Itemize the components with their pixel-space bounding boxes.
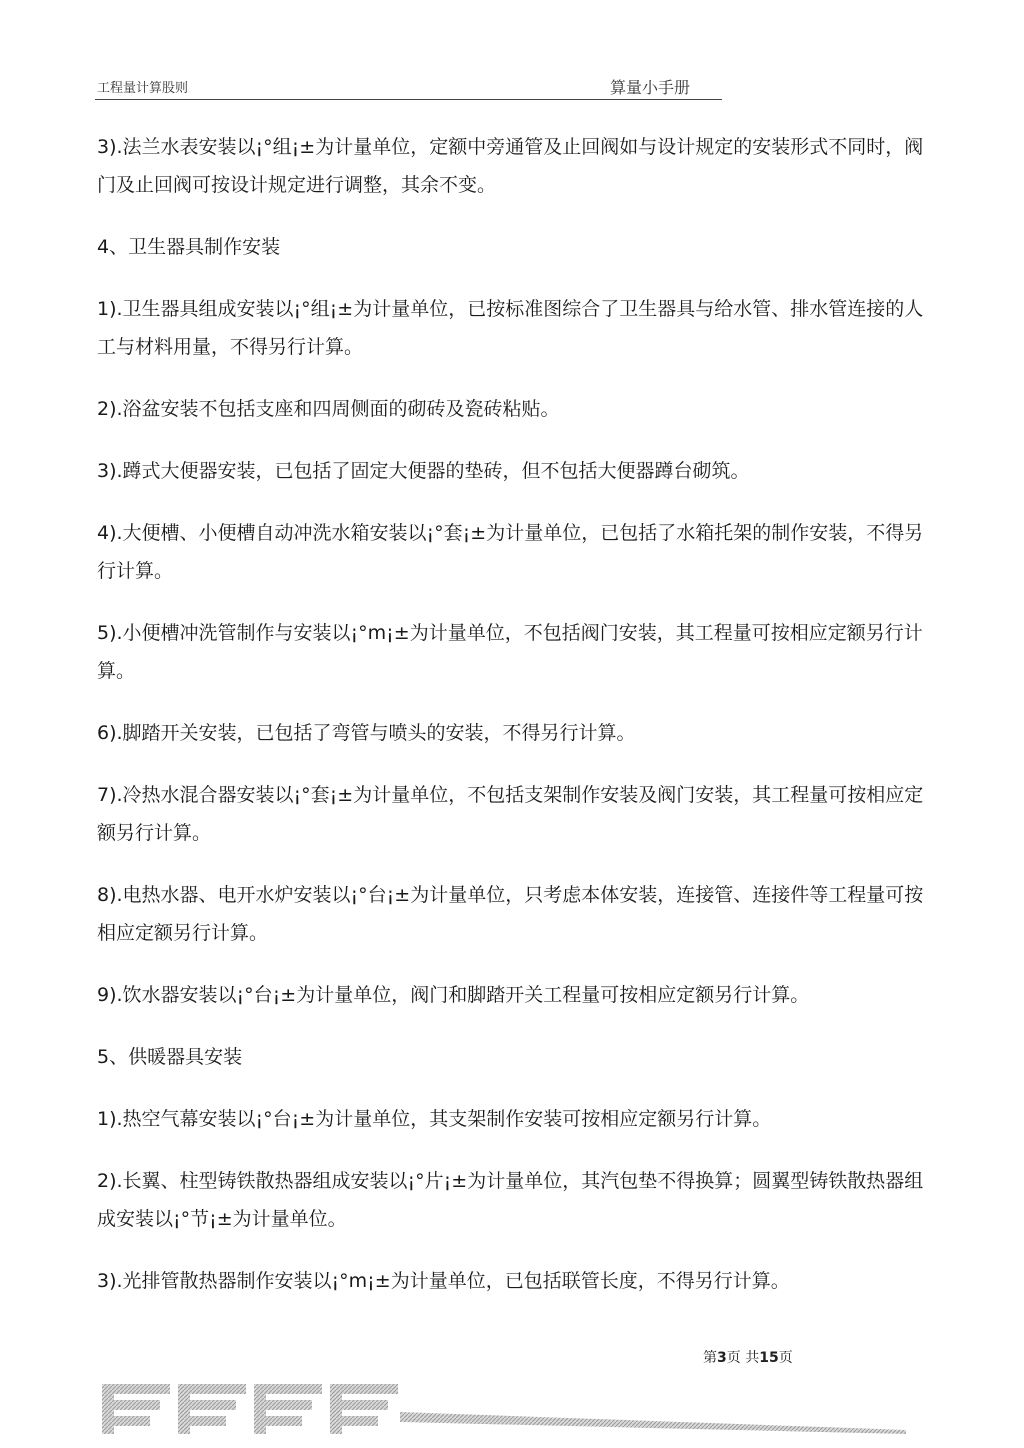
header-right-title: 算量小手册 — [610, 78, 691, 97]
logo-letter-4 — [330, 1384, 398, 1434]
section-heading: 5、供暖器具安装 — [97, 1046, 243, 1068]
page-total: 15 — [759, 1350, 779, 1366]
document-body — [97, 128, 927, 1324]
logo-swoosh — [400, 1412, 906, 1434]
body-paragraph: 3).光排管散热器制作安装以¡°m¡±为计量单位，已包括联管长度，不得另行计算。 — [97, 1270, 790, 1292]
header-left-title: 工程量计算股则 — [97, 81, 189, 96]
page-mid: 页 共 — [726, 1350, 760, 1366]
body-paragraph: 6).脚踏开关安装，已包括了弯管与喷头的安装，不得另行计算。 — [97, 722, 636, 744]
body-paragraph: 4).大便槽、小便槽自动冲洗水箱安装以¡°套¡±为计量单位，已包括了水箱托架的制作安装，不得另行计算。 — [97, 522, 924, 582]
body-paragraph: 2).长翼、柱型铸铁散热器组成安装以¡°片¡±为计量单位，其汽包垫不得换算；圆翼型铸铁散热器组成安装以¡°节¡±为计量单位。 — [97, 1170, 924, 1230]
logo-letter-2 — [178, 1384, 246, 1434]
logo-letter-1 — [102, 1384, 170, 1434]
page-prefix: 第 — [703, 1350, 717, 1366]
page-number — [703, 1347, 793, 1367]
page-suffix: 页 — [778, 1350, 793, 1366]
header-rule — [95, 99, 722, 100]
section-heading: 4、卫生器具制作安装 — [97, 236, 281, 258]
body-paragraph: 3).蹲式大便器安装，已包括了固定大便器的垫砖，但不包括大便器蹲台砌筑。 — [97, 460, 750, 482]
logo-letter-3 — [254, 1384, 322, 1434]
body-paragraph: 5).小便槽冲洗管制作与安装以¡°m¡±为计量单位，不包括阀门安装，其工程量可按相应定额另行计算。 — [97, 622, 923, 682]
body-paragraph: 9).饮水器安装以¡°台¡±为计量单位，阀门和脚踏开关工程量可按相应定额另行计算。 — [97, 984, 810, 1006]
footer-logo — [100, 1378, 910, 1438]
body-paragraph: 1).卫生器具组成安装以¡°组¡±为计量单位，已按标准图综合了卫生器具与给水管、排水管连接的人工与材料用量，不得另行计算。 — [97, 298, 924, 358]
page-current: 3 — [717, 1350, 727, 1366]
body-paragraph: 3).法兰水表安装以¡°组¡±为计量单位，定额中旁通管及止回阀如与设计规定的安装形式不同时，阀门及止回阀可按设计规定进行调整，其余不变。 — [97, 136, 924, 196]
body-paragraph: 7).冷热水混合器安装以¡°套¡±为计量单位，不包括支架制作安装及阀门安装，其工程量可按相应定额另行计算。 — [97, 784, 924, 844]
body-paragraph: 2).浴盆安装不包括支座和四周侧面的砌砖及瓷砖粘贴。 — [97, 398, 560, 420]
body-paragraph: 1).热空气幕安装以¡°台¡±为计量单位，其支架制作安装可按相应定额另行计算。 — [97, 1108, 772, 1130]
body-paragraph: 8).电热水器、电开水炉安装以¡°台¡±为计量单位，只考虑本体安装，连接管、连接件等工程量可按相应定额另行计算。 — [97, 884, 924, 944]
